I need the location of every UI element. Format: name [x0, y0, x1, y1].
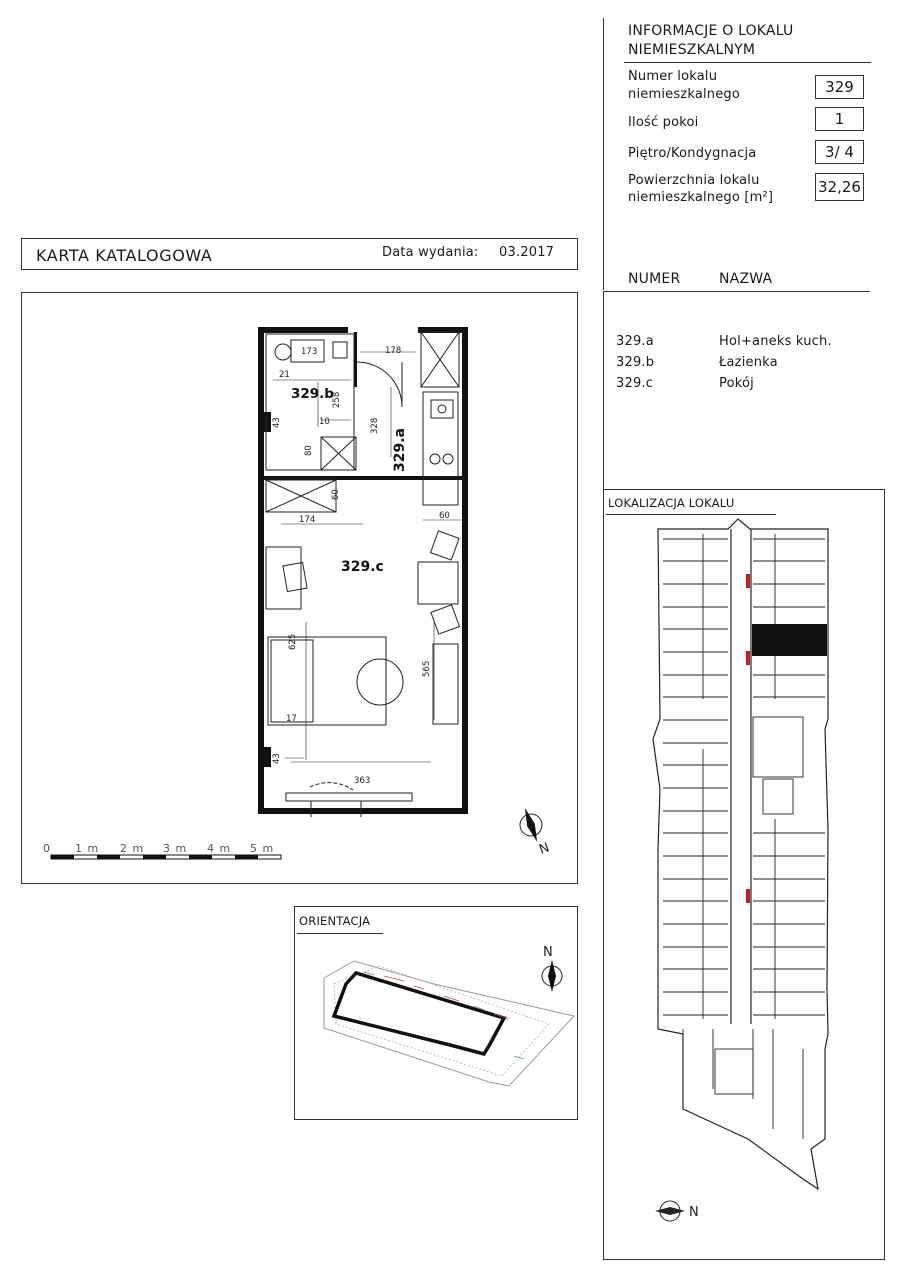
scale-label: 0 — [43, 842, 51, 855]
info-title-line2: NIEMIESZKALNYM — [628, 42, 756, 58]
scale-label: 2 m — [120, 842, 145, 855]
dim-label: 328 — [370, 417, 380, 434]
location-north-arrow — [655, 1201, 685, 1221]
rooms-label: Ilość pokoi — [628, 115, 699, 130]
dim-label: 10 — [319, 417, 330, 427]
header-title: KARTA KATALOGOWA — [36, 246, 213, 265]
dim-label: 173 — [301, 347, 318, 357]
dim-label: 565 — [422, 660, 432, 677]
plan-north-label: N — [537, 840, 552, 858]
site-orientation-plan — [294, 906, 578, 1120]
scale-label: 5 m — [250, 842, 275, 855]
room-name: Pokój — [719, 376, 754, 391]
orientation-title: ORIENTACJA — [299, 914, 371, 928]
unit-label-line2: niemieszkalnego — [628, 87, 741, 102]
room-number: 329.b — [616, 355, 655, 370]
dim-label: 174 — [299, 515, 316, 525]
dim-label: 21 — [279, 370, 290, 380]
area-value: 32,26 — [815, 173, 864, 201]
header-bar — [21, 238, 578, 270]
room-label-c: 329.c — [341, 559, 384, 575]
dim-label: 60 — [331, 489, 341, 500]
floor-label: Piętro/Kondygnacja — [628, 146, 757, 161]
rooms-value: 1 — [815, 107, 864, 131]
room-number: 329.c — [616, 376, 654, 391]
highlighted-unit — [752, 624, 827, 656]
scale-label: 3 m — [163, 842, 188, 855]
info-title-underline — [624, 62, 871, 63]
scale-bar — [51, 855, 281, 859]
floor-plan — [21, 292, 578, 884]
dim-label: 625 — [288, 633, 298, 650]
room-name: Łazienka — [719, 355, 778, 370]
room-number: 329.a — [616, 334, 654, 349]
plan-north-arrow — [515, 804, 548, 845]
issue-label: Data wydania: — [382, 245, 479, 260]
dim-label: 178 — [385, 346, 402, 356]
dim-label: 17 — [286, 714, 297, 724]
area-label-line1: Powierzchnia lokalu — [628, 173, 760, 188]
col-name-header: NAZWA — [719, 271, 773, 287]
dim-label: 258 — [332, 391, 342, 408]
unit-number-value: 329 — [815, 75, 864, 99]
location-title: LOKALIZACJA LOKALU — [608, 496, 735, 510]
orientation-north-arrow — [542, 960, 562, 992]
location-north-label: N — [689, 1205, 699, 1220]
floor-value: 3/ 4 — [815, 140, 864, 164]
dim-label: 60 — [439, 511, 450, 521]
info-title-line1: INFORMACJE O LOKALU — [628, 23, 794, 39]
info-panel — [603, 18, 886, 290]
dim-label: 43 — [272, 417, 282, 428]
room-label-a: 329.a — [392, 428, 408, 472]
dim-label: 43 — [272, 753, 282, 764]
col-number-header: NUMER — [628, 271, 681, 287]
issue-date: 03.2017 — [499, 245, 555, 260]
room-name: Hol+aneks kuch. — [719, 334, 832, 349]
dim-label: 363 — [354, 776, 371, 786]
scale-label: 1 m — [75, 842, 100, 855]
building-location-plan — [603, 489, 885, 1260]
room-label-b: 329.b — [291, 386, 334, 402]
scale-label: 4 m — [207, 842, 232, 855]
unit-label-line1: Numer lokalu — [628, 69, 718, 84]
rooms-list — [603, 291, 886, 489]
orientation-north-label: N — [543, 945, 553, 960]
area-label-line2: niemieszkalnego [m²] — [628, 190, 774, 205]
dim-label: 80 — [304, 445, 314, 456]
